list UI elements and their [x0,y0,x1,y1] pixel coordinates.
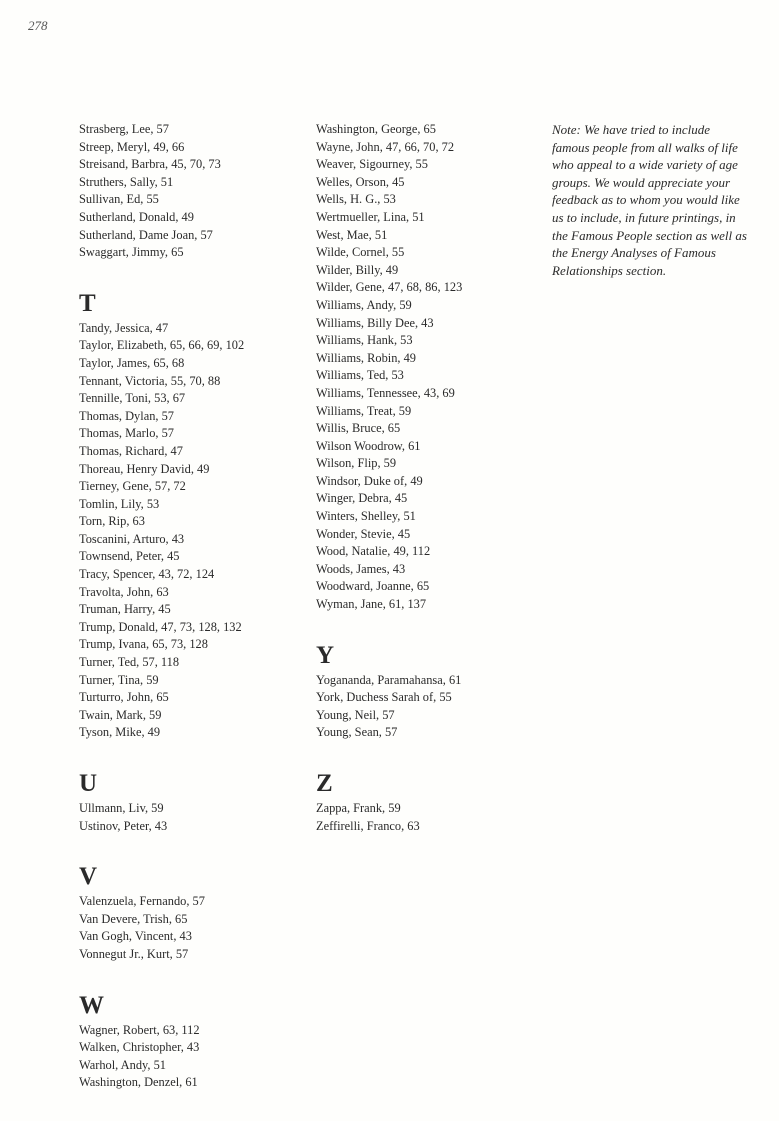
index-entry: Tennille, Toni, 53, 67 [79,391,186,406]
index-entry: Zappa, Frank, 59 [316,801,401,815]
index-entry: Streisand, Barbra, 45, 70, 73 [79,157,221,172]
index-entry: Wilson, Flip, 59 [316,456,397,471]
w-entries-continued [316,121,531,614]
z-entries [316,800,531,835]
index-entry: Strasberg, Lee, 57 [79,122,169,136]
index-entry: Ullmann, Liv, 59 [79,801,164,815]
index-entry: Trump, Ivana, 65, 73, 128 [79,637,208,652]
index-entry: Tierney, Gene, 57, 72 [79,479,186,494]
note-text [552,121,774,279]
index-entry: West, Mae, 51 [316,227,388,242]
index-entry: Williams, Ted, 53 [316,368,404,383]
index-column-1 [79,121,294,1092]
index-entry: Sullivan, Ed, 55 [79,192,159,207]
index-entry: Williams, Billy Dee, 43 [316,315,434,330]
index-entry: Turner, Ted, 57, 118 [79,655,180,670]
index-entry: Vonnegut Jr., Kurt, 57 [79,946,189,961]
index-entry: Wagner, Robert, 63, 112 [79,1022,200,1037]
index-entry: Struthers, Sally, 51 [79,174,174,189]
note-line: us to include, in future printings, in [552,209,736,225]
index-entry: Swaggart, Jimmy, 65 [79,245,184,260]
index-entry: Wilder, Gene, 47, 68, 86, 123 [316,280,463,295]
index-entry: Winger, Debra, 45 [316,491,408,506]
index-entry: Taylor, James, 65, 68 [79,355,185,370]
index-entry: Weaver, Sigourney, 55 [316,157,428,172]
index-entry: Wells, H. G., 53 [316,192,396,207]
index-entry: Woodward, Joanne, 65 [316,579,430,594]
index-entry: Van Devere, Trish, 65 [79,911,188,926]
index-entry: Washington, George, 65 [316,122,436,136]
w-entries [79,1022,294,1092]
t-entries [79,320,294,742]
index-entry: Sutherland, Donald, 49 [79,209,194,224]
note-line: feedback as to whom you would like [552,192,740,208]
note-line: Relationships section. [552,262,667,278]
section-letter-y: Y [316,641,335,669]
note-line: who appeal to a wide variety of age [552,157,738,173]
index-entry: Thoreau, Henry David, 49 [79,461,210,476]
y-entries [316,672,531,742]
index-entry: Wonder, Stevie, 45 [316,526,411,541]
index-entry: Trump, Donald, 47, 73, 128, 132 [79,619,242,634]
note-line: famous people from all walks of life [552,139,738,155]
index-entry: Townsend, Peter, 45 [79,549,180,564]
v-entries [79,893,294,963]
index-entry: Young, Sean, 57 [316,725,398,740]
note-line: the Energy Analyses of Famous [552,245,716,261]
index-entry: Van Gogh, Vincent, 43 [79,929,192,944]
index-entry: Toscanini, Arturo, 43 [79,531,185,546]
index-entry: Yogananda, Paramahansa, 61 [316,672,462,687]
index-entry: Turner, Tina, 59 [79,672,159,687]
note-line: the Famous People section as well as [552,227,747,243]
index-entry: Woods, James, 43 [316,561,406,576]
u-entries [79,800,294,835]
index-entry: Sutherland, Dame Joan, 57 [79,227,213,242]
index-entry: Williams, Hank, 53 [316,333,413,348]
index-entry: Wood, Natalie, 49, 112 [316,544,431,559]
note-column [552,121,774,279]
index-entry: Valenzuela, Fernando, 57 [79,894,205,909]
index-entry: Willis, Bruce, 65 [316,421,401,436]
index-entry: Young, Neil, 57 [316,707,395,722]
index-entry: Thomas, Dylan, 57 [79,408,174,423]
index-entry: Streep, Meryl, 49, 66 [79,139,185,154]
index-entry: Zeffirelli, Franco, 63 [316,818,420,833]
section-letter-t: T [79,289,96,317]
index-entry: Williams, Treat, 59 [316,403,412,418]
index-entry: Torn, Rip, 63 [79,514,145,529]
index-entry: Tennant, Victoria, 55, 70, 88 [79,373,221,388]
index-entry: Washington, Denzel, 61 [79,1075,198,1090]
index-entry: Travolta, John, 63 [79,584,169,599]
index-entry: Welles, Orson, 45 [316,174,405,189]
index-entry: Williams, Robin, 49 [316,350,417,365]
index-entry: Wilder, Billy, 49 [316,262,399,277]
index-entry: Tyson, Mike, 49 [79,725,161,740]
index-entry: Williams, Andy, 59 [316,297,412,312]
note-line: Note: We have tried to include [552,122,711,137]
index-entry: Tracy, Spencer, 43, 72, 124 [79,567,215,582]
section-letter-z: Z [316,770,333,797]
section-letter-v: V [79,863,98,891]
index-entry: Wayne, John, 47, 66, 70, 72 [316,139,455,154]
page-number: 278 [28,18,48,33]
index-entry: Taylor, Elizabeth, 65, 66, 69, 102 [79,338,245,353]
index-entry: Winters, Shelley, 51 [316,509,416,524]
index-entry: Thomas, Richard, 47 [79,443,183,458]
index-entry: Ustinov, Peter, 43 [79,818,168,833]
index-entry: Twain, Mark, 59 [79,707,162,722]
index-entry: Truman, Harry, 45 [79,602,171,617]
index-entry: Wilde, Cornel, 55 [316,245,405,260]
index-entry: Wertmueller, Lina, 51 [316,209,425,224]
index-entry: Tomlin, Lily, 53 [79,496,160,511]
section-letter-u: U [79,770,98,797]
index-entry: Wilson Woodrow, 61 [316,438,421,453]
index-entry: Walken, Christopher, 43 [79,1040,200,1055]
index-column-2 [316,121,531,835]
index-entry: Wyman, Jane, 61, 137 [316,597,427,612]
index-entry: Thomas, Marlo, 57 [79,426,174,441]
index-entry: Turturro, John, 65 [79,690,169,705]
note-line: groups. We would appreciate your [552,174,731,190]
index-entry: York, Duchess Sarah of, 55 [316,690,452,705]
section-letter-w: W [79,991,104,1019]
index-entry: Warhol, Andy, 51 [79,1057,166,1072]
index-entry: Williams, Tennessee, 43, 69 [316,385,455,400]
s-entries [79,121,294,262]
index-entry: Windsor, Duke of, 49 [316,473,423,488]
index-entry: Tandy, Jessica, 47 [79,320,169,335]
